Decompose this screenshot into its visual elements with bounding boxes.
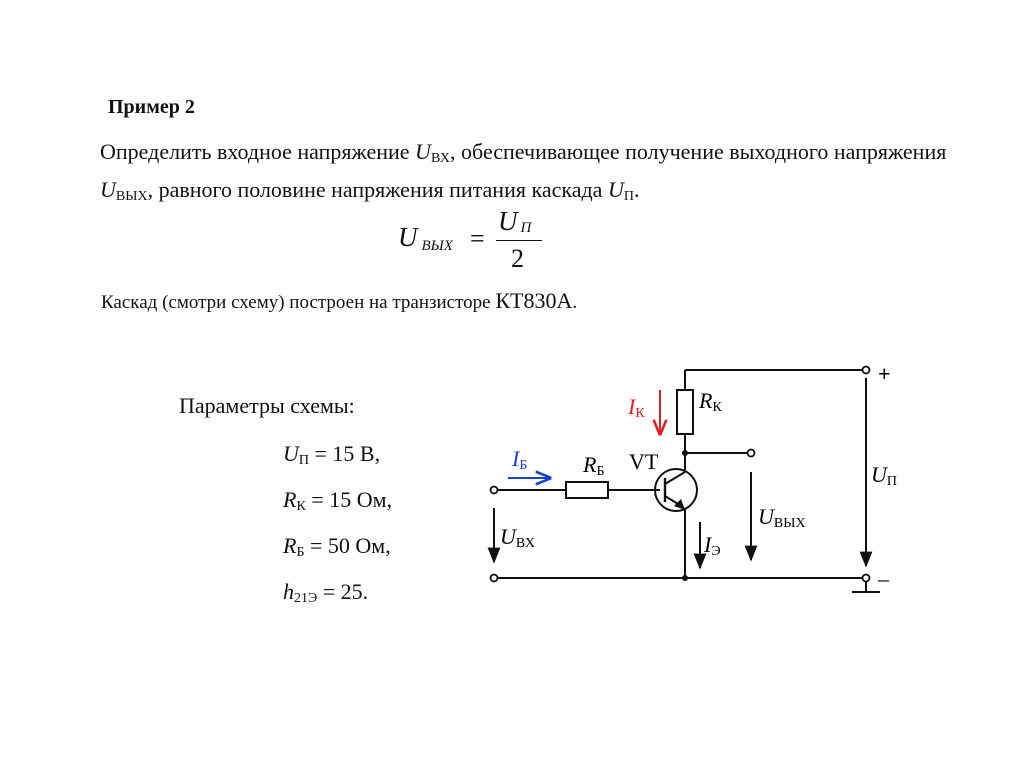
- example-title: Пример 2: [108, 96, 195, 118]
- intro-text-4: .: [633, 177, 640, 202]
- formula-lhs-sub: ВЫХ: [421, 238, 453, 254]
- formula-lhs-symbol: U: [398, 222, 418, 252]
- u-in-symbol: U: [415, 139, 431, 164]
- formula-equals: =: [470, 224, 485, 253]
- param-supply-value: = 15 В,: [309, 441, 381, 466]
- param-rb-sub: Б: [296, 545, 305, 560]
- output-terminal: [748, 450, 755, 457]
- rb-resistor: [566, 482, 608, 498]
- plus-label: +: [878, 361, 891, 386]
- supply-plus-terminal: [863, 367, 870, 374]
- intro-text-2: , обеспечивающее получение выходного напряжения: [450, 139, 947, 164]
- u-supply-sub: П: [623, 189, 634, 204]
- transistor-collector-lead: [665, 472, 685, 484]
- junction-emitter: [682, 575, 688, 581]
- rk-label: RК: [699, 388, 722, 415]
- param-supply-symbol: U: [283, 441, 299, 466]
- emitter-arrow: [674, 499, 685, 510]
- u-supply-symbol: U: [607, 177, 624, 202]
- param-h21e-symbol: h: [283, 579, 294, 604]
- param-supply-sub: П: [298, 453, 310, 468]
- rk-resistor: [677, 390, 693, 434]
- intro-text-3: , равного половине напряжения питания каскада: [147, 177, 608, 202]
- junction-collector: [682, 450, 688, 456]
- u-in-label: UВХ: [500, 524, 535, 551]
- supply-minus-terminal: [863, 575, 870, 582]
- param-rk-value: = 15 Ом,: [305, 487, 393, 512]
- minus-label: –: [878, 566, 889, 591]
- input-terminal: [491, 487, 498, 494]
- transistor-model: КТ830А: [495, 288, 573, 313]
- param-h21e-sub: 21Э: [294, 591, 318, 606]
- cascade-text: Каскад (смотри схему) построен на транзисторе: [101, 292, 496, 313]
- ie-label: IЭ: [704, 532, 721, 559]
- ib-label: IБ: [512, 446, 528, 473]
- intro-text-1: Определить входное напряжение: [100, 139, 416, 164]
- param-rk-symbol: R: [283, 487, 297, 512]
- param-rb-value: = 50 Ом,: [304, 533, 391, 558]
- u-in-sub: ВХ: [430, 151, 451, 166]
- cascade-end: .: [572, 292, 578, 313]
- param-rb-symbol: R: [283, 533, 297, 558]
- u-out-sub: ВЫХ: [115, 189, 148, 204]
- vt-label: VT: [629, 449, 659, 474]
- u-supply-label: UП: [871, 462, 898, 489]
- ik-label: IК: [628, 394, 645, 421]
- u-out-symbol: U: [100, 177, 116, 202]
- u-out-label: UВЫХ: [758, 504, 806, 531]
- param-rk-sub: К: [296, 499, 306, 514]
- param-h21e-value: = 25.: [317, 579, 369, 604]
- formula-denominator: 2: [511, 244, 524, 273]
- formula-num-symbol: U: [498, 206, 518, 236]
- params-title: Параметры схемы:: [179, 393, 355, 418]
- rb-label: RБ: [583, 452, 605, 479]
- formula-num-sub: П: [520, 220, 532, 236]
- input-ground-terminal: [491, 575, 498, 582]
